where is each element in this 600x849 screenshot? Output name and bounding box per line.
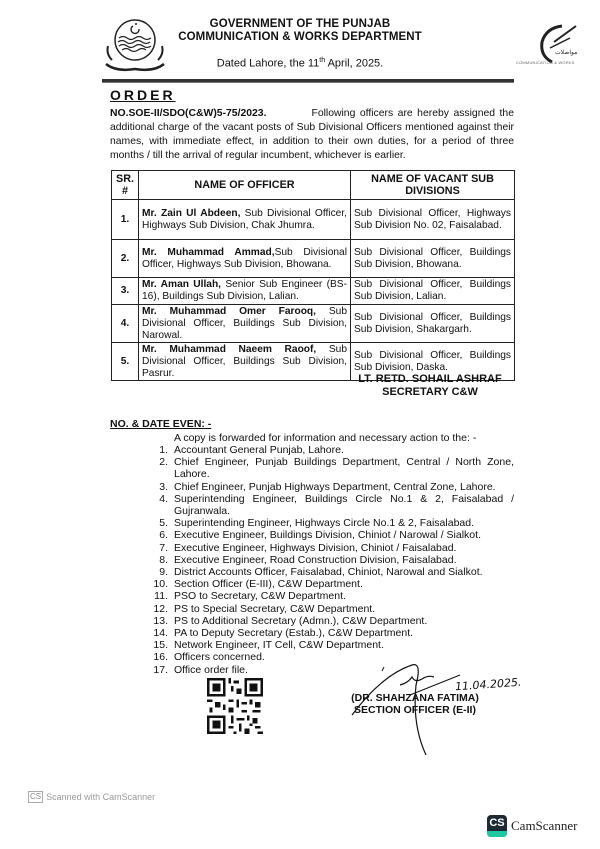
- header-date: Dated Lahore, the 11th April, 2025.: [216, 57, 384, 70]
- svg-text:ﻣﻮاﺻﻼت: ﻣﻮاﺻﻼت: [555, 50, 578, 56]
- distribution-item: [148, 529, 514, 541]
- distribution-item-number: 14.: [153, 627, 168, 640]
- distribution-item-text: Officers concerned.: [174, 651, 265, 664]
- table-row: [112, 240, 515, 278]
- distribution-item-text: PS to Additional Secretary (Admn.), C&W Department.: [174, 614, 428, 627]
- distribution-item: [148, 566, 514, 578]
- distribution-item-text: Executive Engineer, Buildings Division, Chiniot / Narowal / Sialkot.: [174, 529, 481, 542]
- row-sr: 4.: [112, 305, 139, 343]
- distribution-item-text: District Accounts Officer, Faisalabad, Chiniot, Narowal and Sialkot.: [174, 566, 483, 579]
- distribution-item: [148, 639, 514, 651]
- distribution-item-text: PA to Deputy Secretary (Estab.), C&W Department.: [174, 627, 414, 640]
- camscanner-small-icon: CS: [30, 792, 42, 801]
- distribution-item-number: 7.: [159, 541, 168, 554]
- distribution-item: [148, 627, 514, 639]
- distribution-item-text: Superintending Engineer, Highways Circle No.1 & 2, Faisalabad.: [174, 517, 475, 530]
- table-row: [112, 200, 515, 240]
- qr-code: [207, 678, 263, 734]
- header-government-title: GOVERNMENT OF THE PUNJAB: [209, 18, 391, 30]
- table-header-row: [112, 171, 515, 200]
- col-header-sr: SR. #: [112, 171, 139, 200]
- distribution-item: [148, 603, 514, 615]
- distribution-item-number: 2.: [159, 456, 168, 469]
- distribution-item-text: PS to Special Secretary, C&W Department.: [174, 602, 376, 615]
- distribution-item-number: 16.: [153, 651, 168, 664]
- table-row: [112, 278, 515, 305]
- distribution-list: [148, 444, 514, 676]
- distribution-item: [148, 590, 514, 602]
- col-header-officer: NAME OF OFFICER: [139, 171, 351, 200]
- distribution-item: [148, 456, 514, 480]
- row-sr: 1.: [112, 200, 139, 240]
- distribution-item-number: 9.: [159, 566, 168, 579]
- row-officer: Mr. Aman Ullah, Senior Sub Engineer (BS-16), Buildings Sub Division, Lalian.: [139, 278, 351, 305]
- row-officer: Mr. Muhammad Ammad,Sub Divisional Officer, Highways Sub Division, Bhowana.: [139, 240, 351, 278]
- distribution-item-text: Network Engineer, IT Cell, C&W Department.: [174, 639, 384, 652]
- section-officer-title: SECTION OFFICER (E-II): [354, 704, 476, 716]
- row-officer: Mr. Muhammad Omer Farooq, Sub Divisional Officer, Buildings Sub Division, Narowal.: [139, 305, 351, 343]
- camscanner-watermark-text: Scanned with CamScanner: [46, 792, 156, 802]
- table-row: [112, 305, 515, 343]
- distribution-item: [148, 444, 514, 456]
- distribution-item-number: 15.: [153, 639, 168, 652]
- order-text: Following officers are hereby assigned the additional charge of the vacant posts of Sub Divisional Officers mentioned against their names, with immediate effect, in addition to their own duties, for a period of three months / till the arrival of regular incumbent, whichever is earlier.: [110, 108, 514, 161]
- section-officer-name: (DR. SHAHZANA FATIMA): [351, 692, 479, 704]
- secretary-signature-block: [330, 373, 530, 399]
- row-vacant: Sub Divisional Officer, Buildings Sub Division, Bhowana.: [351, 240, 515, 278]
- distribution-item: [148, 517, 514, 529]
- distribution-item-number: 3.: [159, 480, 168, 493]
- distribution-item-number: 10.: [153, 578, 168, 591]
- distribution-item-number: 6.: [159, 529, 168, 542]
- camscanner-watermark: [28, 791, 155, 803]
- distribution-item-number: 11.: [154, 590, 168, 603]
- distribution-item: [148, 481, 514, 493]
- cw-logo-caption: COMMUNICATION & WORKS: [516, 60, 575, 65]
- distribution-intro: A copy is forwarded for information and necessary action to the: -: [174, 432, 477, 444]
- row-sr: 3.: [112, 278, 139, 305]
- distribution-item: [148, 578, 514, 590]
- distribution-item-number: 13.: [153, 614, 168, 627]
- distribution-item: [148, 554, 514, 566]
- row-sr: 2.: [112, 240, 139, 278]
- distribution-item-number: 1.: [159, 444, 168, 456]
- header-department-title: COMMUNICATION & WORKS DEPARTMENT: [178, 31, 422, 43]
- camscanner-brand: [487, 815, 577, 837]
- distribution-item-number: 4.: [159, 492, 168, 505]
- distribution-item-text: Office order file.: [174, 663, 248, 676]
- camscanner-brand-text: CamScanner: [511, 818, 578, 833]
- distribution-item-number: 12.: [153, 602, 168, 615]
- header-divider: [102, 79, 514, 83]
- row-officer: Mr. Zain Ul Abdeen, Sub Divisional Officer, Highways Sub Division, Chak Jhumra.: [139, 200, 351, 240]
- distribution-item-text: Superintending Engineer, Buildings Circle No.1 & 2, Faisalabad / Gujranwala.: [174, 492, 514, 518]
- distribution-item-text: Executive Engineer, Road Construction Division, Faisalabad.: [174, 553, 457, 566]
- row-vacant: Sub Divisional Officer, Buildings Sub Division, Shakargarh.: [351, 305, 515, 343]
- secretary-title: SECRETARY C&W: [382, 386, 478, 398]
- order-number: NO.SOE-II/SDO(C&W)5-75/2023.: [110, 108, 267, 119]
- distribution-item-number: 5.: [159, 517, 168, 530]
- distribution-item-text: Executive Engineer, Highways Division, Chiniot / Faisalabad.: [174, 541, 457, 554]
- handwritten-date: 11.04.2025.: [454, 675, 522, 694]
- camscanner-logo-icon: CS: [487, 815, 507, 837]
- officers-table: [111, 170, 515, 381]
- distribution-item-text: Chief Engineer, Punjab Buildings Department, Central / North Zone, Lahore.: [174, 456, 514, 481]
- order-body: [110, 107, 514, 163]
- distribution-item: [148, 615, 514, 627]
- row-vacant: Sub Divisional Officer, Buildings Sub Division, Daska.: [351, 343, 515, 381]
- distribution-item-number: 17.: [153, 663, 168, 676]
- distribution-item-text: PSO to Secretary, C&W Department.: [174, 590, 346, 603]
- row-officer: Mr. Muhammad Naeem Raoof, Sub Divisional Officer, Buildings Sub Division, Pasrur.: [139, 343, 351, 381]
- distribution-item-text: Section Officer (E-III), C&W Department.: [174, 578, 363, 591]
- section-officer-signature-block: [340, 692, 490, 716]
- distribution-heading: NO. & DATE EVEN: -: [110, 418, 212, 430]
- distribution-item-text: Accountant General Punjab, Lahore.: [174, 444, 344, 456]
- order-heading: ORDER: [110, 87, 176, 103]
- row-vacant: Sub Divisional Officer, Buildings Sub Division, Lalian.: [351, 278, 515, 305]
- row-sr: 5.: [112, 343, 139, 381]
- distribution-item-number: 8.: [159, 553, 168, 566]
- distribution-item-text: Chief Engineer, Punjab Highways Department, Central Zone, Lahore.: [174, 480, 496, 493]
- row-vacant: Sub Divisional Officer, Highways Sub Division No. 02, Faisalabad.: [351, 200, 515, 240]
- secretary-name: LT. RETD. SOHAIL ASHRAF: [358, 373, 502, 385]
- distribution-item: [148, 542, 514, 554]
- col-header-vacant: NAME OF VACANT SUB DIVISIONS: [351, 171, 515, 200]
- distribution-item: [148, 493, 514, 517]
